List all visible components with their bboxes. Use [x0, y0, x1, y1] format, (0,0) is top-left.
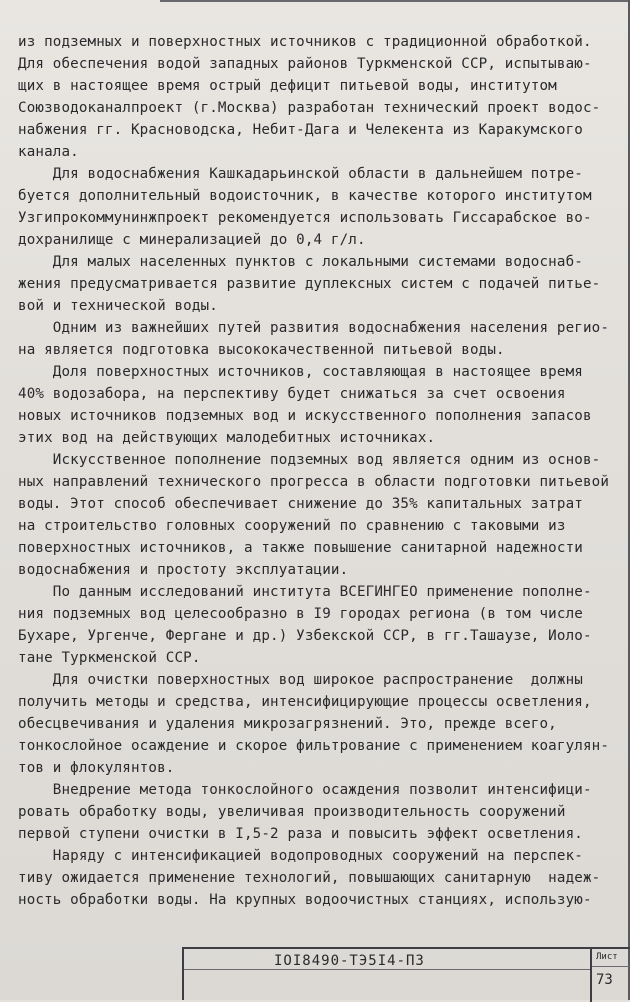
- text-line: тиву ожидается применение технологий, повышающих санитарную надеж-: [18, 870, 601, 886]
- text-line: Узгипрокоммунинжпроект рекомендуется использовать Гиссарабское во-: [18, 210, 592, 226]
- text-line: дохранилище с минерализацией до 0,4 г/л.: [18, 232, 366, 248]
- paragraph: [18, 361, 614, 449]
- paragraph: [18, 779, 614, 845]
- sheet-cell-rule: [592, 966, 630, 967]
- text-line: Для малых населенных пунктов с локальными системами водоснаб-: [18, 254, 583, 270]
- text-line: Одним из важнейших путей развития водоснабжения населения регио-: [18, 320, 610, 336]
- text-line: водоснабжения и простоту эксплуатации.: [18, 562, 349, 578]
- text-line: Бухаре, Ургенче, Фергане и др.) Узбекской ССР, в гг.Ташаузе, Иоло-: [18, 628, 592, 644]
- text-line: тов и флокулянтов.: [18, 760, 175, 776]
- document-code: IOI8490-ТЭ5I4-ПЗ: [274, 953, 425, 969]
- text-line: Доля поверхностных источников, составляющая в настоящее время: [18, 364, 583, 380]
- text-line: воды. Этот способ обеспечивает снижение до 35% капитальных затрат: [18, 496, 583, 512]
- text-line: Для очистки поверхностных вод широкое распространение должны: [18, 672, 583, 688]
- text-line: Искусственное пополнение подземных вод является одним из основ-: [18, 452, 601, 468]
- document-body: [18, 31, 614, 911]
- text-line: щих в настоящее время острый дефицит питьевой воды, институтом: [18, 78, 557, 94]
- paragraph: [18, 31, 614, 163]
- text-line: Для обеспечения водой западных районов Туркменской ССР, испытываю-: [18, 56, 592, 72]
- text-line: вой и технической воды.: [18, 298, 218, 314]
- text-line: ных направлений технического прогресса в области подготовки питьевой: [18, 474, 610, 490]
- text-line: Внедрение метода тонкослойного осаждения позволит интенсифици-: [18, 782, 592, 798]
- paragraph: [18, 581, 614, 669]
- paragraph: [18, 163, 614, 251]
- page-number: 73: [596, 972, 613, 988]
- text-line: Союзводоканалпроект (г.Москва) разработан технический проект водос-: [18, 100, 601, 116]
- text-line: тане Туркменской ССР.: [18, 650, 201, 666]
- text-line: этих вод на действующих малодебитных источниках.: [18, 430, 436, 446]
- paragraph: [18, 845, 614, 911]
- text-line: получить методы и средства, интенсифицирующие процессы осветления,: [18, 694, 592, 710]
- text-line: жения предусматривается развитие дуплексных систем с подачей питье-: [18, 276, 601, 292]
- paragraph: [18, 449, 614, 581]
- text-line: буется дополнительный водоисточник, в качестве которого институтом: [18, 188, 592, 204]
- text-line: Наряду с интенсификацией водопроводных сооружений на перспек-: [18, 848, 583, 864]
- text-line: ровать обработку воды, увеличивая производительность сооружений: [18, 804, 566, 820]
- sheet-label: Лист: [596, 952, 618, 962]
- text-line: новых источников подземных вод и искусственного пополнения запасов: [18, 408, 592, 424]
- text-line: 40% водозабора, на перспективу будет снижаться за счет освоения: [18, 386, 566, 402]
- text-line: ность обработки воды. На крупных водоочистных станциях, использую-: [18, 892, 592, 908]
- text-line: на является подготовка высококачественной питьевой воды.: [18, 342, 505, 358]
- text-line: ния подземных вод целесообразно в I9 городах региона (в том числе: [18, 606, 583, 622]
- text-line: тонкослойное осаждение и скорое фильтрование с применением коагулян-: [18, 738, 610, 754]
- title-block: [182, 947, 630, 1000]
- text-line: обесцвечивания и удаления микрозагрязнений. Это, прежде всего,: [18, 716, 557, 732]
- top-border-rule: [160, 0, 630, 2]
- text-line: из подземных и поверхностных источников с традиционной обработкой.: [18, 34, 592, 50]
- text-line: По данным исследований института ВСЕГИНГЕО применение пополне-: [18, 584, 592, 600]
- title-block-divider: [590, 949, 592, 1002]
- paragraph: [18, 251, 614, 317]
- title-block-rule: [184, 969, 590, 970]
- paragraph: [18, 317, 614, 361]
- text-line: канала.: [18, 144, 79, 160]
- text-line: набжения гг. Красноводска, Небит-Дага и Челекента из Каракумского: [18, 122, 583, 138]
- text-line: первой ступени очистки в I,5-2 раза и повысить эффект осветления.: [18, 826, 583, 842]
- paragraph: [18, 669, 614, 779]
- text-line: на строительство головных сооружений по сравнению с таковыми из: [18, 518, 566, 534]
- text-line: поверхностных источников, а также повышение санитарной надежности: [18, 540, 583, 556]
- text-line: Для водоснабжения Кашкадарьинской области в дальнейшем потре-: [18, 166, 583, 182]
